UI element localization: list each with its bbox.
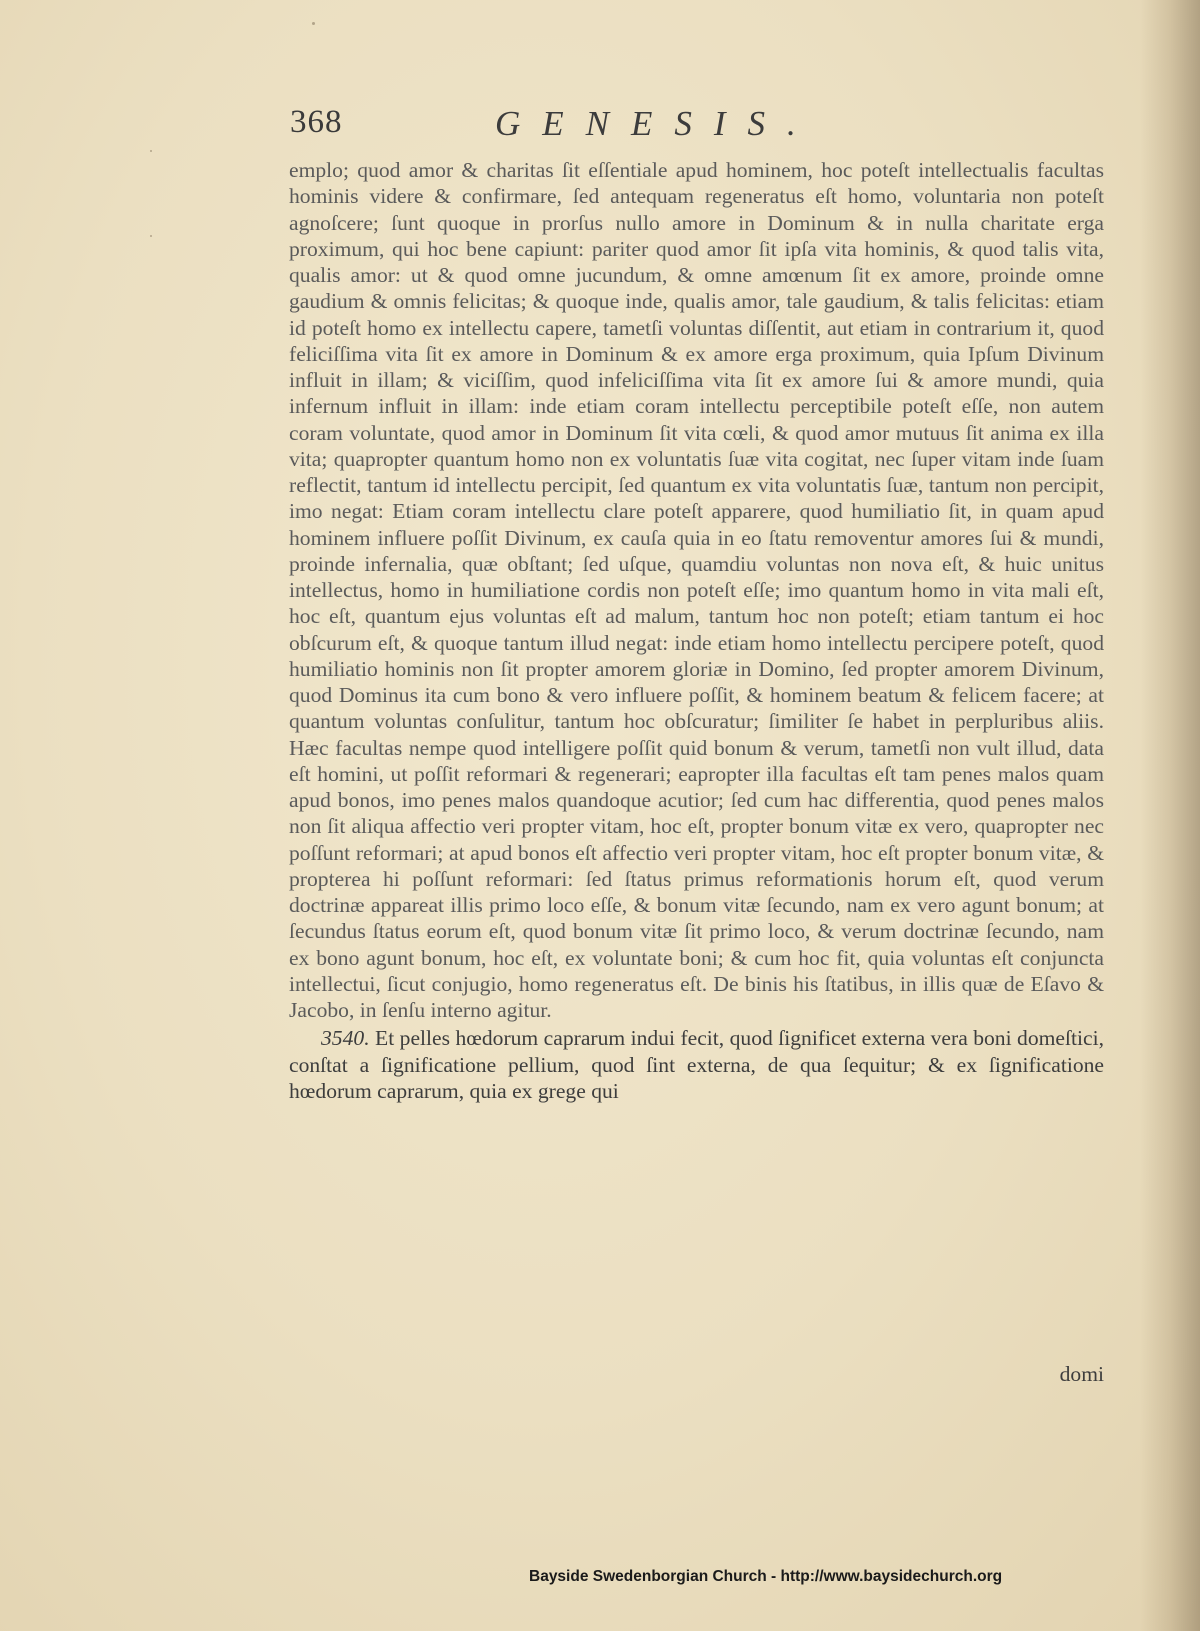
paragraph-number: 3540.	[321, 1026, 370, 1051]
page-number: 368	[290, 104, 343, 140]
footer-credit: Bayside Swedenborgian Church - http://www.baysidechurch.org	[529, 1568, 1003, 1585]
paragraph-3540	[289, 1025, 1104, 1104]
speck	[150, 235, 152, 237]
catchword: domi	[1059, 1362, 1104, 1386]
page-header	[290, 104, 1110, 152]
paragraph-continuation: emplo; quod amor & charitas ſit eſſentiale apud hominem, hoc poteſt intellectualis facultas hominis videre & confirmare, ſed antequam regeneratus eſt homo, voluntaria non poteſt agnoſcere; ſunt quoque in prorſus nullo amore in Dominum & in nulla charitate erga proximum, qui hoc bene capiunt: pariter quod amor ſit ipſa vita hominis, & quod talis vita, qualis amor: ut & quod omne jucundum, & omne amœnum ſit ex amore, proinde omne gaudium & omnis felicitas; & quoque inde, qualis amor, tale gaudium, & talis felicitas: etiam id poteſt homo ex intellectu capere, tametſi voluntas diſſentit, aut etiam in contrarium it, quod feliciſſima vita ſit ex amore in Dominum & ex amore erga proximum, quia Ipſum Divinum influit in illam; & viciſſim, quod infeliciſſima vita ſit ex amore ſui & amore mundi, quia infernum influit in illam: inde etiam coram intellectu perceptibile poteſt eſſe, non autem coram voluntate, quod amor in Dominum ſit vita cœli, & quod amor mutuus ſit anima ex illa vita; quapropter quantum homo non ex voluntatis ſuæ vita cogitat, nec ſuper vitam inde ſuam reflectit, tantum id intellectu percipit, ſed quantum ex vita voluntatis ſuæ, tantum non percipit, imo negat: Etiam coram intellectu clare poteſt apparere, quod humiliatio ſit, in quam apud hominem influere poſſit Divinum, ex cauſa quia in eo ſtatu removentur amores ſui & mundi, proinde infernalia, quæ obſtant; ſed uſque, quamdiu voluntas non nova eſt, & huic unitus intellectus, homo in humiliatione cordis non poteſt eſſe; imo quantum homo in vita mali eſt, hoc eſt, quantum ejus voluntas eſt ad malum, tantum hoc non poteſt; etiam tantum ei hoc obſcurum eſt, & quoque tantum illud negat: inde etiam homo intellectu percipere poteſt, quod humiliatio hominis non ſit propter amorem gloriæ in Domino, ſed propter amorem Divinum, quod Dominus ita cum bono & vero influere poſſit, & hominem beatum & felicem facere; at quantum voluntas conſulitur, tantum hoc obſcuratur; ſimiliter ſe habet in perpluribus aliis. Hæc facultas nempe quod intelligere poſſit quid bonum & verum, tametſi non vult illud, data eſt homini, ut poſſit reformari & regenerari; eapropter illa facultas eſt tam penes malos quam apud bonos, imo penes malos quandoque acutior; ſed cum hac differentia, quod penes malos non ſit aliqua affectio veri propter vitam, hoc eſt, propter bonum vitæ ex vero, quapropter nec poſſunt reformari; at apud bonos eſt affectio veri propter vitam, hoc eſt propter bonum vitæ, & propterea hi poſſunt reformari: ſed ſtatus primus reformationis horum eſt, quod verum doctrinæ appareat illis primo loco eſſe, & bonum vitæ ſecundo, nam ex vero agunt bonum; at ſecundus ſtatus eorum eſt, quod bonum vitæ ſit primo loco, & verum doctrinæ ſecundo, nam ex bono agunt bonum, hoc eſt, ex voluntate boni; & cum hoc fit, quia voluntas eſt conjuncta intellectui, ſicut conjugio, homo regeneratus eſt. De binis his ſtatibus, in illis quæ de Eſavo & Jacobo, in ſenſu interno agitur.	[289, 158, 1104, 1022]
speck	[312, 22, 315, 25]
speck	[150, 150, 152, 152]
spine-shadow	[1140, 0, 1200, 1631]
body-text	[289, 157, 1104, 1104]
running-head: GENESIS.	[495, 104, 818, 143]
paragraph-text: Et pelles hœdorum caprarum indui fecit, quod ſignificet externa vera boni domeſtici, conſtat a ſignificatione pellium, quod ſint externa, de qua ſequitur; & ex ſignificatione hœdorum caprarum, quia ex grege qui	[289, 1026, 1104, 1103]
